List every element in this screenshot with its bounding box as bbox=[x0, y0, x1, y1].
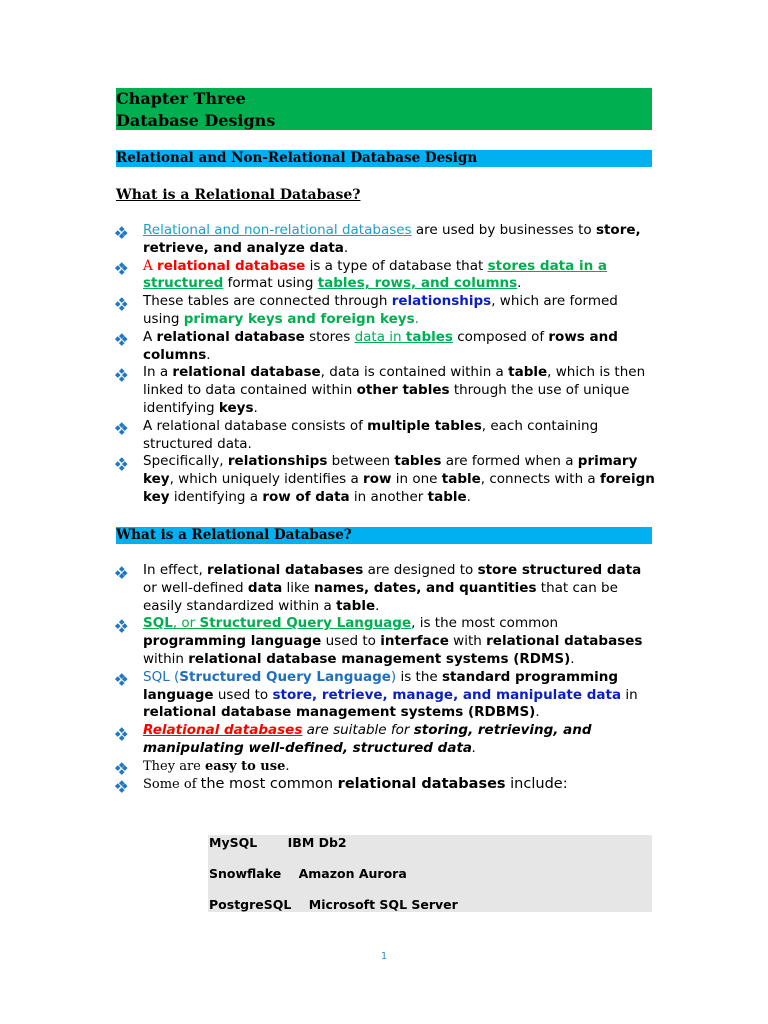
text: , is the most common bbox=[411, 615, 559, 632]
text: are suitable for bbox=[302, 722, 414, 739]
text-blue-bold: Structured Query Language bbox=[179, 668, 391, 685]
text: . bbox=[535, 704, 540, 721]
text: composed of bbox=[452, 328, 549, 345]
text: , which are formed using bbox=[143, 293, 618, 327]
text-bold: row of data bbox=[262, 488, 350, 505]
diamond-bullet-icon bbox=[116, 620, 127, 631]
list-item bbox=[116, 258, 656, 294]
text: , which uniquely identifies a bbox=[169, 471, 364, 488]
text: . bbox=[206, 346, 211, 363]
text-bold: table bbox=[336, 597, 376, 614]
text: . bbox=[343, 239, 349, 256]
text: with bbox=[448, 633, 487, 650]
text-blue-bold: relationships bbox=[391, 293, 492, 310]
text: . bbox=[517, 275, 522, 292]
text-red-bold: relational database bbox=[157, 257, 306, 274]
text: In effect, bbox=[143, 562, 208, 578]
text-green-link: tables, rows, and columns bbox=[317, 275, 518, 292]
text: . bbox=[375, 597, 380, 614]
table-row: MySQL IBM Db2 bbox=[209, 835, 347, 850]
database-table bbox=[208, 835, 652, 912]
text: between bbox=[327, 453, 395, 470]
text: through the use of unique identifying bbox=[143, 382, 630, 416]
text: format using bbox=[223, 275, 318, 292]
chapter-title: Chapter Three bbox=[116, 89, 246, 108]
diamond-bullet-icon bbox=[116, 298, 127, 309]
text-bold: names, dates, and quantities bbox=[314, 579, 537, 596]
text: , which is then linked to data contained within bbox=[143, 364, 646, 399]
text-bold: relational database management systems (RDMS) bbox=[188, 650, 571, 667]
text-bold: storing, retrieving, and manipulating well-defined, structured data bbox=[143, 722, 592, 756]
text-bold: table bbox=[441, 471, 481, 488]
text-bold: table bbox=[508, 364, 548, 381]
text-red-link: Relational databases bbox=[143, 722, 303, 739]
text-red: A bbox=[143, 257, 158, 274]
text: . bbox=[472, 739, 477, 756]
text: in bbox=[621, 686, 638, 703]
list-item bbox=[116, 293, 656, 329]
chapter-title-block bbox=[116, 88, 652, 130]
text-bold: easy to use bbox=[205, 758, 286, 774]
text: is the bbox=[396, 668, 443, 685]
diamond-bullet-icon bbox=[116, 458, 127, 469]
text: the most common bbox=[200, 775, 338, 792]
text: These tables are connected through bbox=[143, 293, 392, 310]
text-bold: other tables bbox=[356, 382, 450, 399]
list-item bbox=[116, 669, 656, 722]
section-heading-relational: What is a Relational Database? bbox=[116, 187, 361, 203]
table-row: PostgreSQL Microsoft SQL Server bbox=[209, 897, 458, 912]
text-green-link: tables bbox=[405, 328, 453, 345]
diamond-bullet-icon bbox=[116, 369, 127, 380]
text: . bbox=[570, 650, 575, 667]
text-bold: relationships bbox=[227, 453, 328, 470]
text: used to bbox=[213, 686, 273, 703]
text: , data is contained within a bbox=[320, 364, 509, 381]
list-item bbox=[116, 776, 656, 794]
text: like bbox=[282, 579, 314, 596]
text: Some of bbox=[143, 776, 201, 792]
list-item bbox=[116, 364, 656, 417]
databases-link[interactable]: Relational and non-relational databases bbox=[143, 222, 412, 238]
text: within bbox=[143, 650, 189, 667]
text-bold: store, retrieve, and analyze data bbox=[143, 222, 641, 256]
diamond-bullet-icon bbox=[116, 763, 127, 774]
text-green-link: stores data in a structured bbox=[143, 257, 607, 292]
list-item bbox=[116, 615, 656, 668]
text: identifying a bbox=[169, 488, 263, 505]
text-bold: primary key bbox=[143, 453, 638, 488]
text-bold: row bbox=[363, 471, 392, 488]
text: in another bbox=[349, 488, 428, 505]
text-bold: keys bbox=[218, 399, 254, 416]
list-item bbox=[116, 418, 656, 454]
text: , each containing structured data. bbox=[143, 417, 599, 452]
text: or well-defined bbox=[143, 579, 248, 596]
text-bold: multiple tables bbox=[367, 417, 482, 434]
text-bold: data bbox=[247, 579, 283, 596]
text: . bbox=[414, 310, 419, 327]
text: in one bbox=[391, 471, 442, 488]
text-green-link: data in bbox=[354, 328, 406, 345]
text: . bbox=[253, 399, 258, 416]
text-bold: foreign key bbox=[143, 471, 655, 505]
diamond-bullet-icon bbox=[116, 674, 127, 685]
text-bold: relational databases bbox=[486, 633, 643, 650]
list-item bbox=[116, 722, 656, 758]
bullet-list-intro bbox=[116, 222, 656, 507]
sql-full-link[interactable]: Structured Query Language bbox=[199, 615, 412, 632]
text-bold: interface bbox=[380, 633, 449, 650]
text: that can be easily standardized within a bbox=[143, 579, 618, 614]
text: stores bbox=[304, 328, 355, 345]
text-bold: relational database bbox=[156, 328, 305, 345]
text-bold: programming language bbox=[143, 633, 322, 650]
text: A relational database consists of bbox=[143, 417, 368, 434]
text-bold: tables bbox=[394, 453, 442, 470]
text-blue: SQL ( bbox=[143, 668, 180, 685]
section-band-relational: What is a Relational Database? bbox=[116, 527, 652, 544]
text: are used by businesses to bbox=[411, 222, 596, 238]
text-bold: standard programming language bbox=[143, 668, 619, 703]
text: , connects with a bbox=[480, 471, 600, 488]
text-green-link: , or bbox=[172, 615, 200, 632]
diamond-bullet-icon bbox=[116, 263, 127, 274]
list-item bbox=[116, 222, 656, 258]
sql-link[interactable]: SQL bbox=[143, 615, 173, 632]
chapter-subtitle: Database Designs bbox=[116, 111, 276, 130]
text: . bbox=[285, 758, 290, 774]
text-blue: ) bbox=[390, 668, 397, 685]
text-blue-bold: store, retrieve, manage, and manipulate data bbox=[272, 686, 622, 703]
text-bold: store structured data bbox=[477, 562, 642, 578]
list-item bbox=[116, 562, 656, 615]
diamond-bullet-icon bbox=[116, 781, 127, 792]
section-band-design: Relational and Non-Relational Database Design bbox=[116, 150, 652, 167]
text: Specifically, bbox=[143, 453, 228, 470]
list-item bbox=[116, 329, 656, 365]
text: are formed when a bbox=[441, 453, 578, 470]
text: are designed to bbox=[363, 562, 478, 578]
text: include: bbox=[505, 775, 568, 792]
diamond-bullet-icon bbox=[116, 423, 127, 434]
text: used to bbox=[321, 633, 381, 650]
text: A bbox=[143, 328, 157, 345]
table-row: Snowflake Amazon Aurora bbox=[209, 866, 407, 881]
text-bold: table bbox=[427, 488, 467, 505]
text: They are bbox=[143, 758, 206, 774]
text-bold: relational databases bbox=[337, 775, 506, 792]
diamond-bullet-icon bbox=[116, 227, 127, 238]
text-bold: relational databases bbox=[207, 562, 364, 578]
text-bold: relational database management systems (RDBMS) bbox=[143, 704, 536, 721]
text: is a type of database that bbox=[305, 257, 488, 274]
bullet-list-details bbox=[116, 562, 656, 793]
diamond-bullet-icon bbox=[116, 567, 127, 578]
list-item bbox=[116, 758, 656, 776]
page-number: 1 bbox=[380, 951, 388, 962]
text: . bbox=[466, 488, 471, 505]
text-green-bold: primary keys and foreign keys bbox=[183, 310, 415, 327]
text: In a bbox=[143, 364, 173, 381]
text-bold: relational database bbox=[172, 364, 321, 381]
list-item bbox=[116, 453, 656, 506]
diamond-bullet-icon bbox=[116, 728, 127, 739]
diamond-bullet-icon bbox=[116, 334, 127, 345]
text-bold: rows and columns bbox=[143, 328, 618, 363]
